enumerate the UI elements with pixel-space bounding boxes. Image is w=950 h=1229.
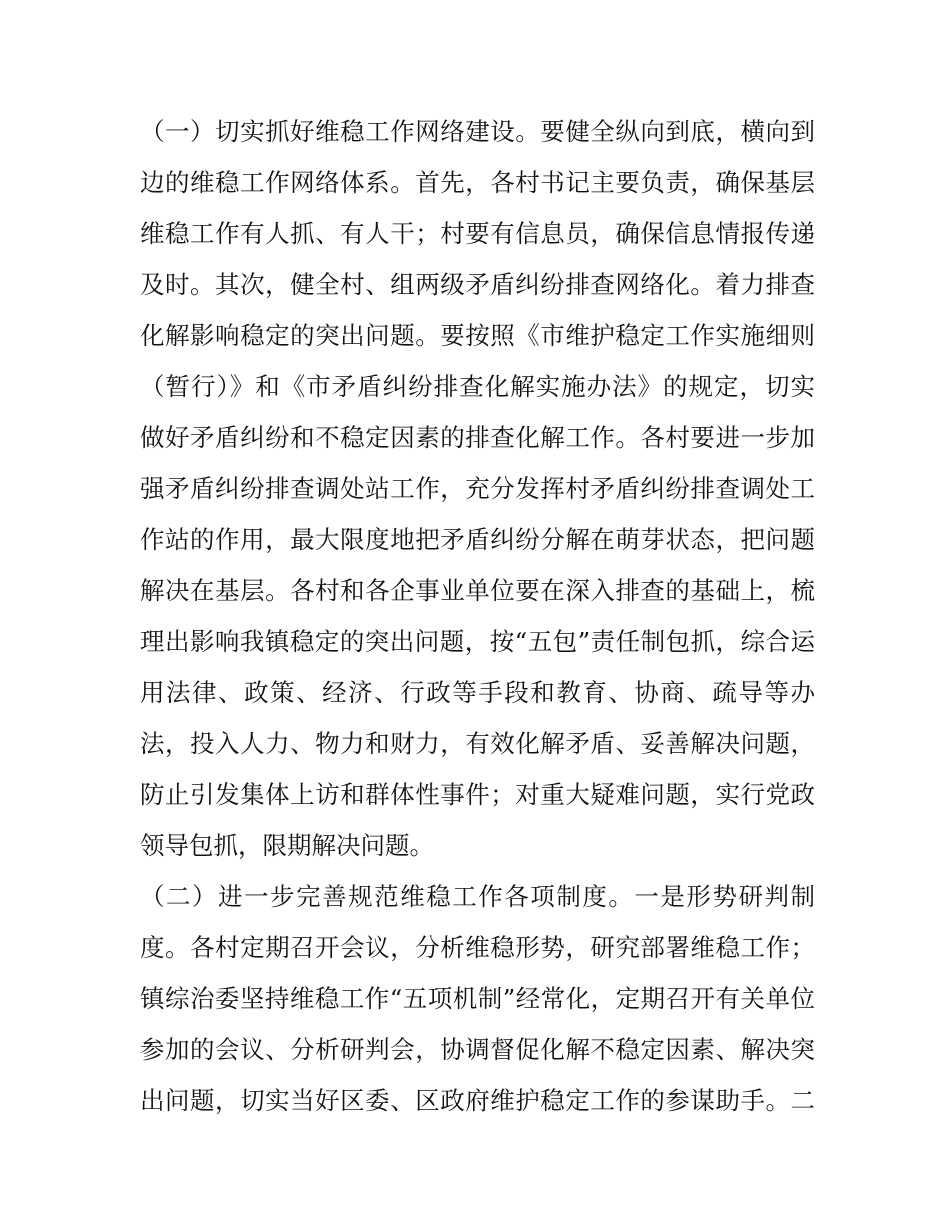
text-line: 维稳工作有人抓、有人干；村要有信息员，确保信息情报传递	[140, 219, 815, 248]
text-line: 领导包抓，限期解决问题。	[140, 831, 434, 860]
text-line: 做好矛盾纠纷和不稳定因素的排查化解工作。各村要进一步加	[140, 423, 815, 452]
text-line: （一）切实抓好维稳工作网络建设。要健全纵向到底，横向到	[140, 117, 815, 146]
text-line: 防止引发集体上访和群体性事件；对重大疑难问题，实行党政	[140, 780, 815, 809]
text-line: 及时。其次，健全村、组两级矛盾纠纷排查网络化。着力排查	[140, 270, 815, 299]
text-line: 法，投入人力、物力和财力，有效化解矛盾、妥善解决问题，	[140, 729, 815, 758]
document-page	[140, 106, 815, 1126]
text-line: （暂行）》和《市矛盾纠纷排查化解实施办法》的规定，切实	[140, 372, 815, 401]
text-line: 强矛盾纠纷排查调处站工作，充分发挥村矛盾纠纷排查调处工	[140, 474, 815, 503]
text-line: 作站的作用，最大限度地把矛盾纠纷分解在萌芽状态，把问题	[140, 525, 815, 554]
text-line: 化解影响稳定的突出问题。要按照《市维护稳定工作实施细则	[140, 321, 815, 350]
text-line: 度。各村定期召开会议，分析维稳形势，研究部署维稳工作；	[140, 933, 815, 962]
text-line: （二）进一步完善规范维稳工作各项制度。一是形势研判制	[140, 882, 815, 911]
text-line: 理出影响我镇稳定的突出问题，按“五包”责任制包抓，综合运	[140, 627, 815, 656]
text-line: 出问题，切实当好区委、区政府维护稳定工作的参谋助手。二	[140, 1086, 815, 1115]
text-line: 镇综治委坚持维稳工作“五项机制”经常化，定期召开有关单位	[140, 984, 815, 1013]
text-line: 用法律、政策、经济、行政等手段和教育、协商、疏导等办	[140, 678, 815, 707]
text-line: 解决在基层。各村和各企事业单位要在深入排查的基础上，梳	[140, 576, 815, 605]
text-line: 边的维稳工作网络体系。首先，各村书记主要负责，确保基层	[140, 168, 815, 197]
text-line: 参加的会议、分析研判会，协调督促化解不稳定因素、解决突	[140, 1035, 815, 1064]
